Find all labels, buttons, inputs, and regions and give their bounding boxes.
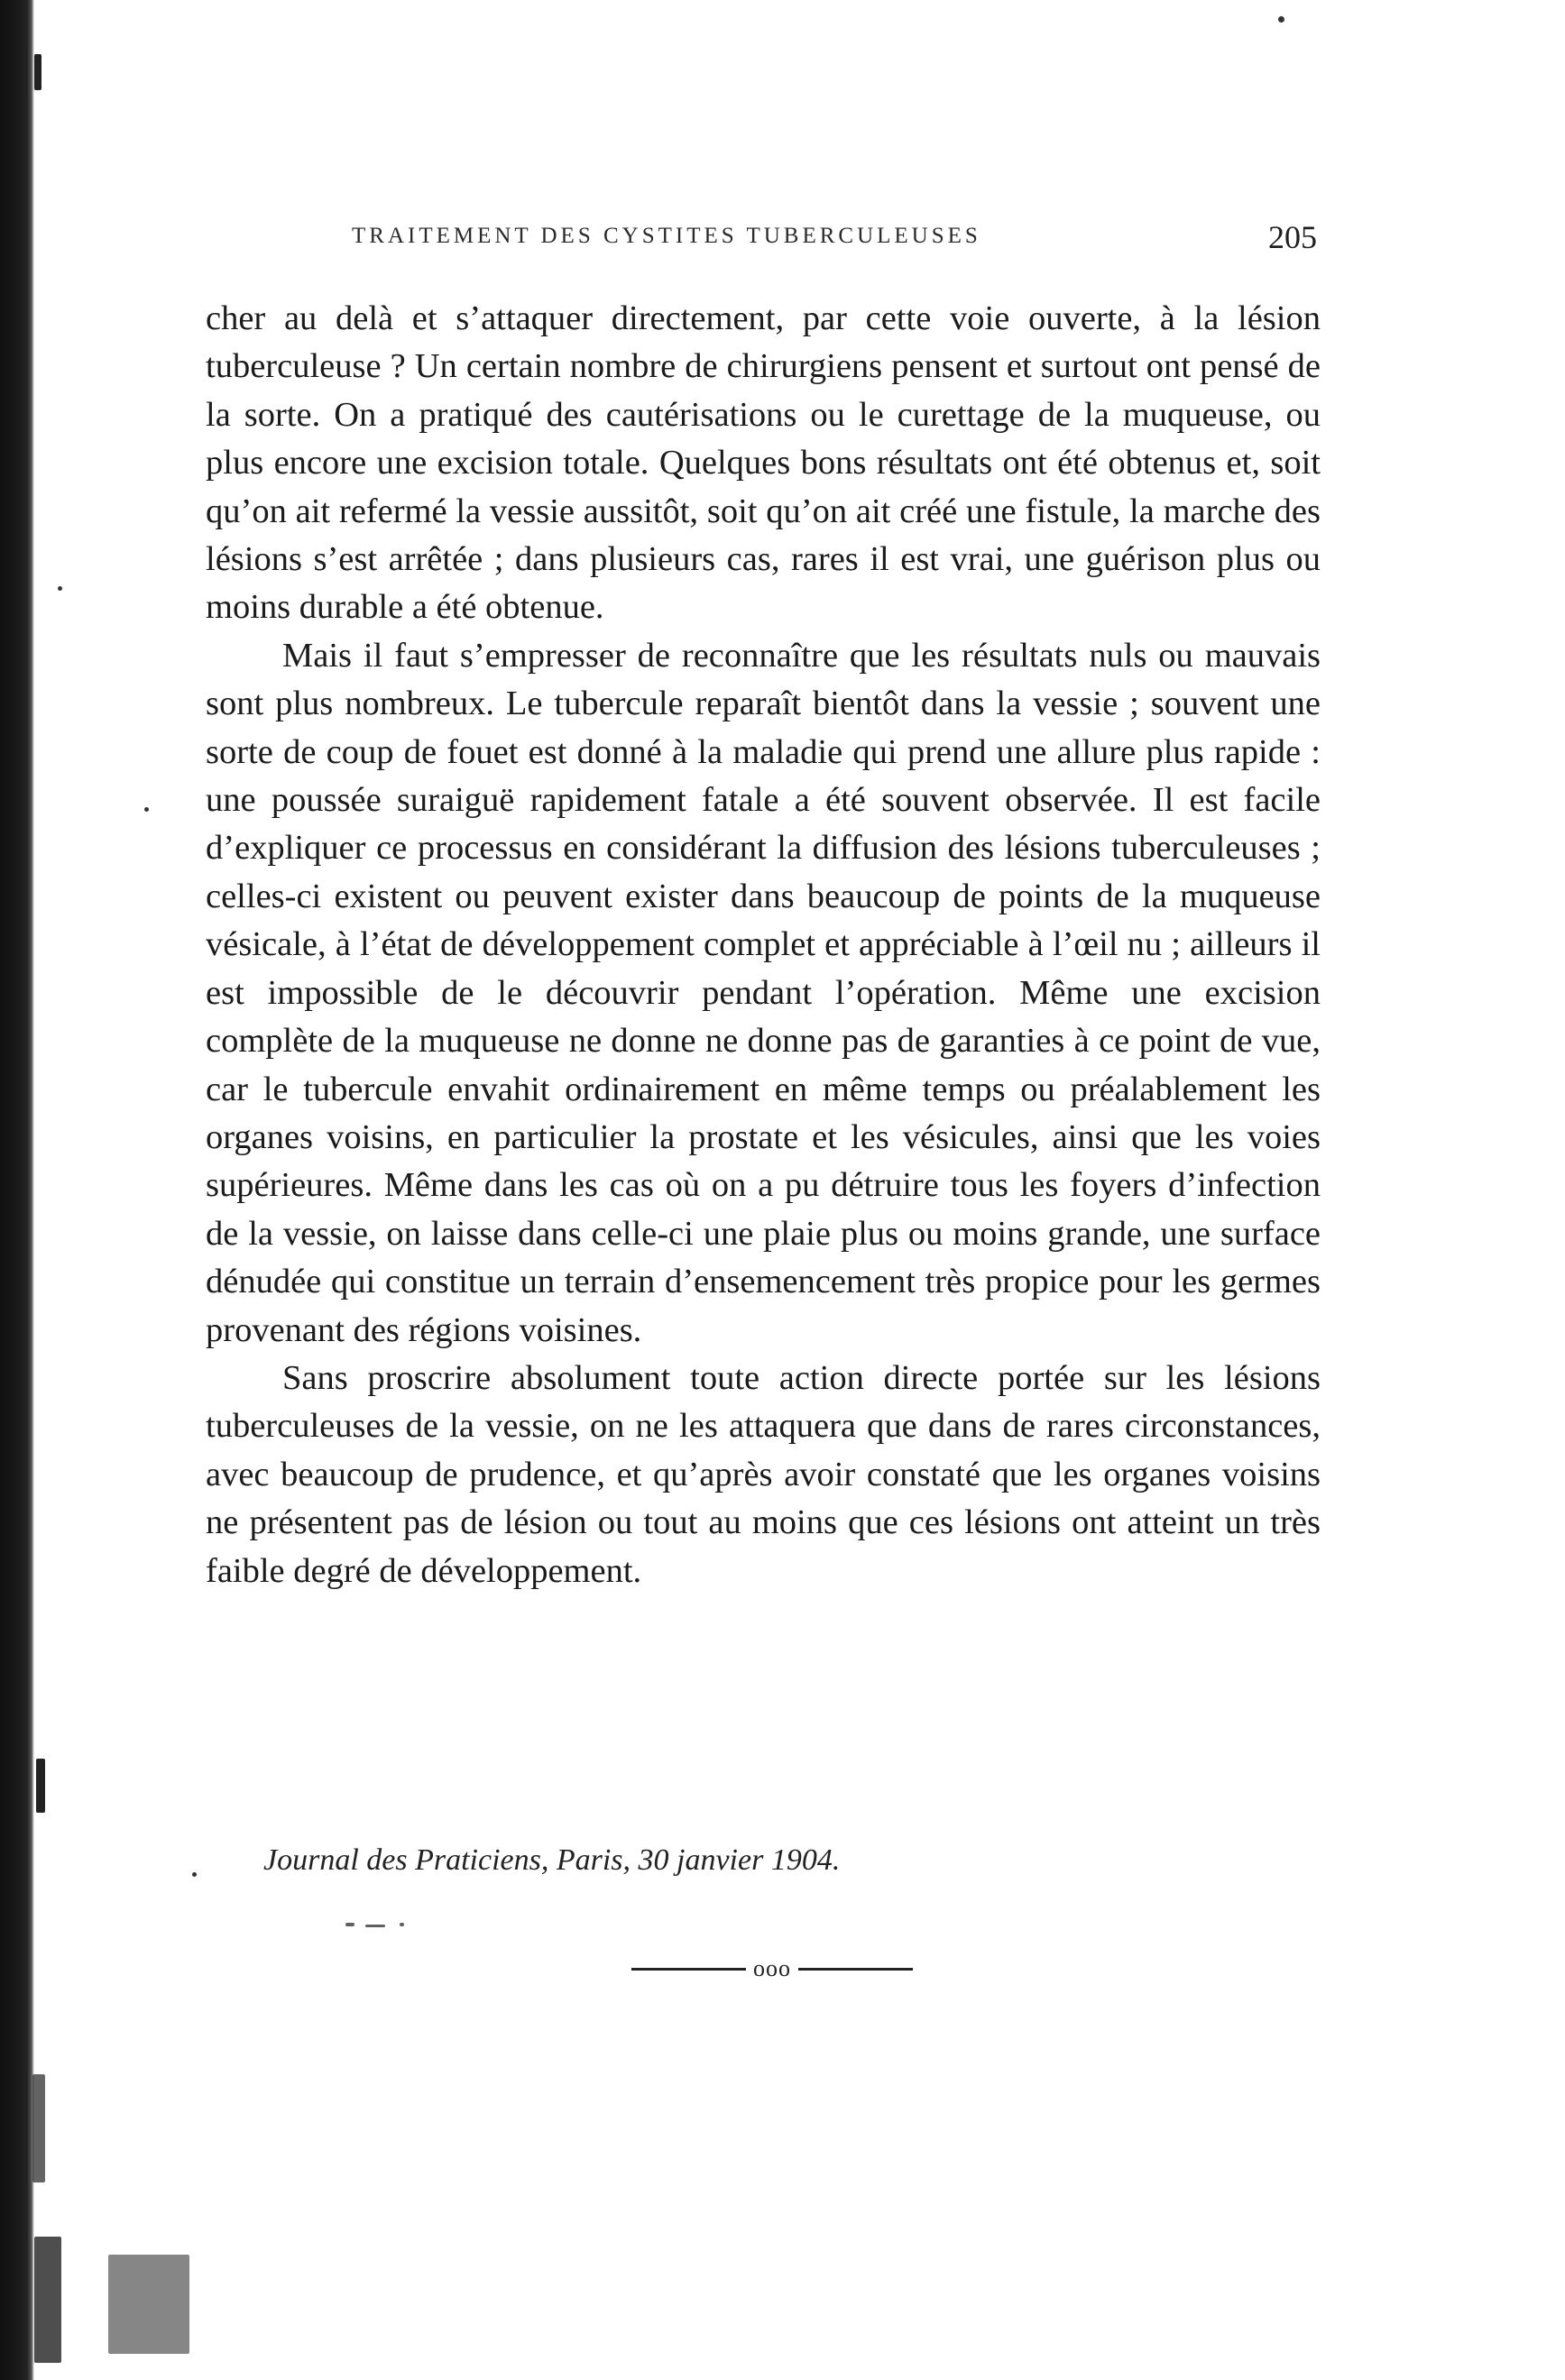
scan-dot [144, 807, 149, 812]
ornament-mark: ooo [753, 1955, 791, 1981]
scan-artifact [34, 54, 41, 90]
running-head: TRAITEMENT DES CYSTITES TUBERCULEUSES [352, 224, 981, 248]
paragraph: Sans proscrire absolument toute action directe portée sur les lésions tuberculeuses de la vessie, on ne les attaquera que dans de rares circonstances, avec beaucoup de prudence, et qu’après avoir constaté que les organes voisins ne présentent pas de lésion ou tout au moins que ces lésions ont atteint un très faible degré de développement. [206, 1358, 1321, 1590]
scan-artifact [32, 2074, 45, 2182]
paragraph: cher au delà et s’attaquer directement, par cette voie ouverte, à la lésion tuberculeuse ? Un certain nombre de chirurgiens pensent et surtout ont pensé de la sorte. On a pratiqué des cautérisations ou le curettage de la muqueuse, ou plus encore une excision totale. Quelques bons résultats ont été obtenus et, soit qu’on ait refermé la vessie aussitôt, soit qu’on ait créé une fistule, la marche des lésions s’est arrêtée ; dans plusieurs cas, rares il est vrai, une guérison plus ou moins durable a été obtenue. [206, 299, 1321, 627]
source-citation: Journal des Praticiens, Paris, 30 janvier 1904. [263, 1843, 841, 1877]
page-header [352, 219, 1317, 269]
ornament-rule-right [798, 1968, 913, 1971]
ink-smudge [345, 1923, 354, 1926]
page-number: 205 [1268, 219, 1317, 255]
scan-dot [58, 586, 62, 591]
article-body [206, 295, 1321, 1595]
scan-dot [192, 1872, 197, 1877]
scan-dot [1278, 16, 1284, 23]
ornament-rule-left [631, 1968, 746, 1971]
scan-artifact [34, 2237, 61, 2363]
paragraph: Mais il faut s’empresser de reconnaître que les résultats nuls ou mauvais sont plus nombreux. Le tubercule reparaît bientôt dans la vessie ; souvent une sorte de coup de fouet est donné à la maladie qui prend une allure plus rapide : une poussée suraiguë rapidement fatale a été souvent observée. Il est facile d’expliquer ce processus en considérant la diffusion des lésions tuberculeuses ; celles-ci existent ou peuvent exister dans beaucoup de points de la muqueuse vésicale, à l’état de développement complet et appréciable à l’œil nu ; ailleurs il est impossible de le découvrir pendant l’opération. Même une excision complète de la muqueuse ne donne ne donne pas de garanties à ce point de vue, car le tubercule envahit ordinairement en même temps ou préalablement les organes voisins, en particulier la prostate et les vésicules, ainsi que les voies supérieures. Même dans les cas où on a pu détruire tous les foyers d’infection de la vessie, on laisse dans celle-ci une plaie plus ou moins grande, une surface dénudée qui constitue un terrain d’ensemencement très propice pour les germes provenant des régions voisines. [206, 636, 1321, 1349]
scan-artifact [108, 2255, 189, 2354]
scan-artifact [36, 1759, 45, 1813]
section-end-ornament [631, 1955, 913, 1982]
book-spine-shadow [0, 0, 34, 2380]
ink-smudge [365, 1925, 385, 1927]
ink-smudge [400, 1923, 404, 1926]
